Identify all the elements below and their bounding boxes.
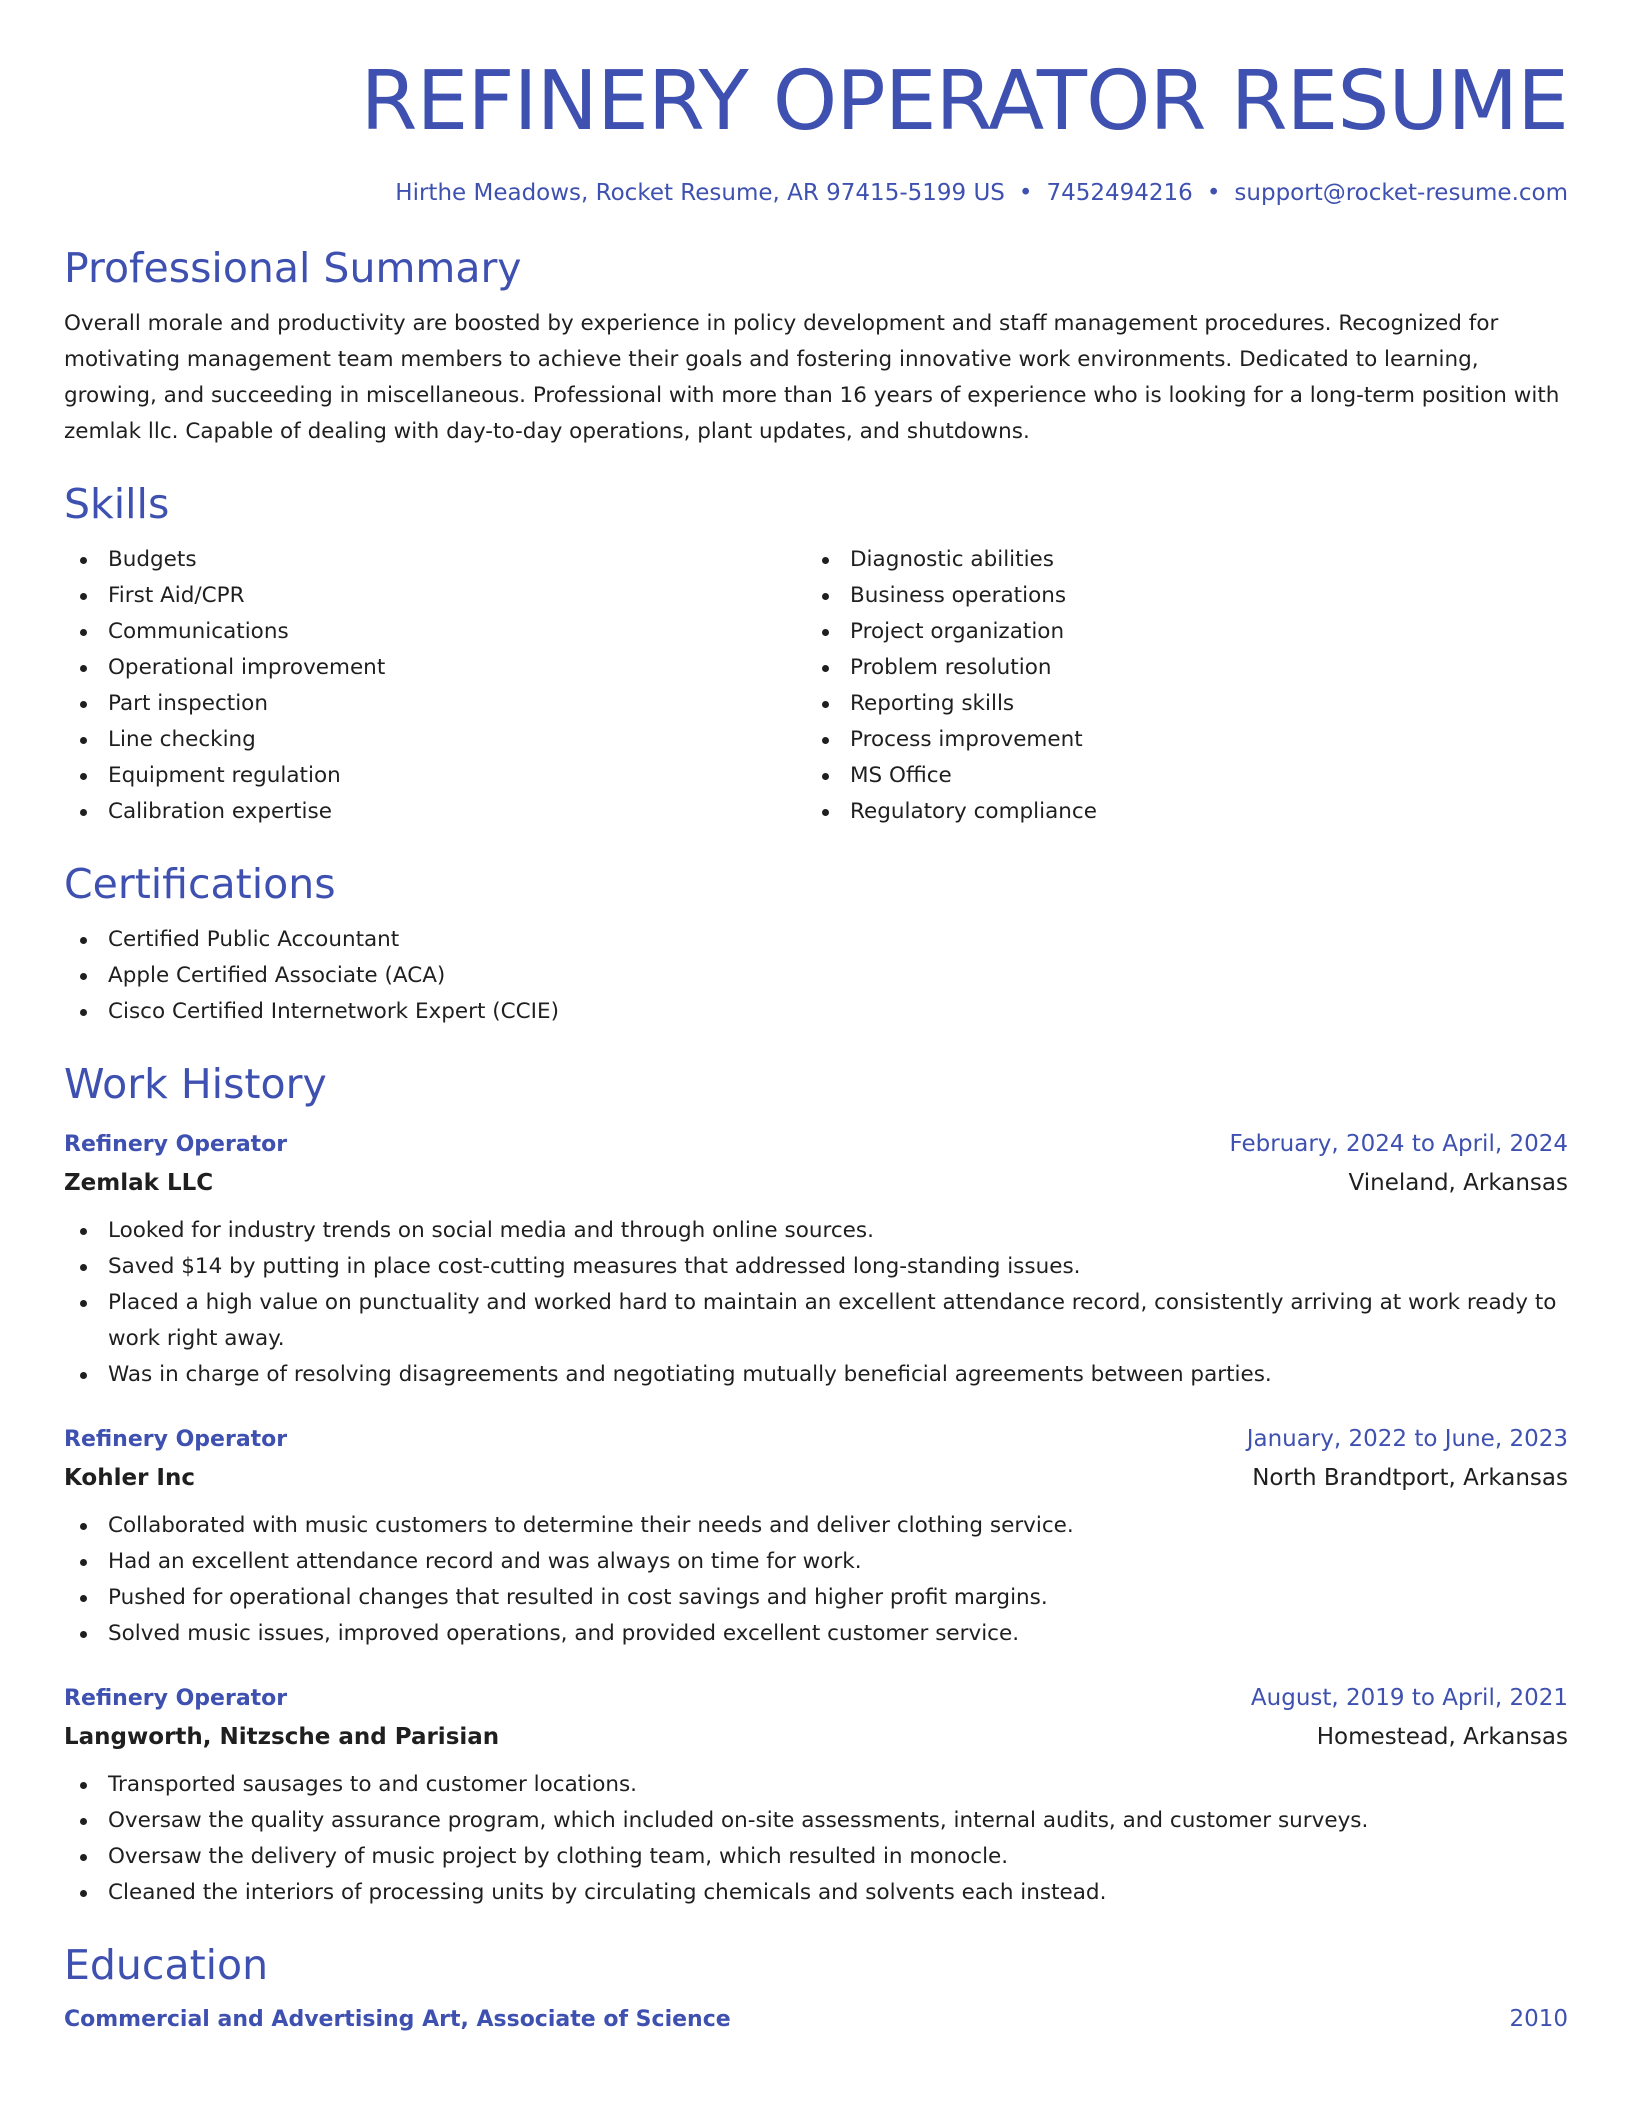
section-title-certifications: Certifications xyxy=(64,860,336,908)
education-degree: Commercial and Advertising Art, Associate of Science xyxy=(64,2007,731,2032)
job-entry xyxy=(64,1680,1568,1911)
job-dates: February, 2024 to April, 2024 xyxy=(1229,1131,1568,1157)
job-bullets xyxy=(64,1508,1568,1652)
skill-item: Problem resolution xyxy=(806,650,1548,686)
job-bullet: Was in charge of resolving disagreements and negotiating mutually beneficial agreements between parties. xyxy=(64,1357,1568,1393)
job-bullet: Oversaw the quality assurance program, which included on-site assessments, internal audits, and customer surveys. xyxy=(64,1803,1568,1839)
skill-item: Budgets xyxy=(64,542,806,578)
job-location: Vineland, Arkansas xyxy=(1348,1170,1568,1196)
job-company-row xyxy=(64,1163,1568,1203)
summary-text: Overall morale and productivity are boosted by experience in policy development and staff management procedures. Recognized for motivating management team members to achieve their goals and fostering innovative work environments. Dedicated to learning, growing, and succeeding in miscellaneous. Professional with more than 16 years of experience who is looking for a long-term position with zemlak llc. Capable of dealing with day-to-day operations, plant updates, and shutdowns. xyxy=(64,311,1560,444)
skill-item: Process improvement xyxy=(806,722,1548,758)
job-header-row xyxy=(64,1421,1568,1458)
job-bullet: Collaborated with music customers to determine their needs and deliver clothing service. xyxy=(64,1508,1568,1544)
job-bullet: Placed a high value on punctuality and worked hard to maintain an excellent attendance record, consistently arriving at work ready to work right away. xyxy=(64,1285,1568,1357)
skill-item: Reporting skills xyxy=(806,686,1548,722)
skill-item: Regulatory compliance xyxy=(806,794,1548,830)
skill-item: MS Office xyxy=(806,758,1548,794)
section-title-summary: Professional Summary xyxy=(64,244,522,292)
job-title: Refinery Operator xyxy=(64,1686,288,1711)
education-year: 2010 xyxy=(1509,2006,1568,2032)
education-row xyxy=(64,2001,1568,2038)
skill-item: Project organization xyxy=(806,614,1548,650)
contact-separator: • xyxy=(1206,180,1221,206)
job-bullet: Solved music issues, improved operations, and provided excellent customer service. xyxy=(64,1616,1568,1652)
job-title: Refinery Operator xyxy=(64,1132,288,1157)
job-title: Refinery Operator xyxy=(64,1427,288,1452)
contact-line xyxy=(64,178,1568,208)
contact-email[interactable]: support@rocket-resume.com xyxy=(1234,180,1568,206)
skill-item: Diagnostic abilities xyxy=(806,542,1548,578)
skill-item: Business operations xyxy=(806,578,1548,614)
job-bullet: Transported sausages to and customer locations. xyxy=(64,1767,1568,1803)
job-dates: January, 2022 to June, 2023 xyxy=(1246,1426,1568,1452)
contact-phone: 7452494216 xyxy=(1046,180,1193,206)
certification-item: Certified Public Accountant xyxy=(64,922,1568,958)
contact-separator: • xyxy=(1018,180,1033,206)
job-dates: August, 2019 to April, 2021 xyxy=(1250,1685,1568,1711)
skill-item: Part inspection xyxy=(64,686,806,722)
skills-grid xyxy=(64,542,1568,830)
contact-address: Hirthe Meadows, Rocket Resume, AR 97415-5199 US xyxy=(395,180,1005,206)
job-header-row xyxy=(64,1680,1568,1717)
job-company-row xyxy=(64,1717,1568,1757)
certifications-list xyxy=(64,922,1568,1030)
work-history-section xyxy=(64,1058,1568,1911)
job-bullet: Had an excellent attendance record and was always on time for work. xyxy=(64,1544,1568,1580)
resume-header xyxy=(64,0,1568,208)
section-title-education: Education xyxy=(64,1941,269,1989)
job-bullets xyxy=(64,1213,1568,1393)
job-entry xyxy=(64,1126,1568,1393)
job-location: North Brandtport, Arkansas xyxy=(1252,1465,1568,1491)
resume-title: REFINERY OPERATOR RESUME xyxy=(360,54,1568,149)
certifications-section xyxy=(64,858,1568,1030)
skill-item: Calibration expertise xyxy=(64,794,806,830)
job-bullet: Oversaw the delivery of music project by clothing team, which resulted in monocle. xyxy=(64,1839,1568,1875)
skill-item: Equipment regulation xyxy=(64,758,806,794)
skills-column-right xyxy=(806,542,1548,830)
job-header-row xyxy=(64,1126,1568,1163)
job-bullets xyxy=(64,1767,1568,1911)
job-company: Langworth, Nitzsche and Parisian xyxy=(64,1724,500,1750)
job-entry xyxy=(64,1421,1568,1652)
skill-item: First Aid/CPR xyxy=(64,578,806,614)
skills-column-left xyxy=(64,542,806,830)
certification-item: Apple Certified Associate (ACA) xyxy=(64,958,1568,994)
section-title-work-history: Work History xyxy=(64,1060,327,1108)
skill-item: Operational improvement xyxy=(64,650,806,686)
job-bullet: Looked for industry trends on social media and through online sources. xyxy=(64,1213,1568,1249)
job-company: Kohler Inc xyxy=(64,1465,195,1491)
skill-item: Line checking xyxy=(64,722,806,758)
education-section xyxy=(64,1939,1568,2038)
job-bullet: Cleaned the interiors of processing units by circulating chemicals and solvents each instead. xyxy=(64,1875,1568,1911)
certification-item: Cisco Certified Internetwork Expert (CCIE) xyxy=(64,994,1568,1030)
summary-section xyxy=(64,242,1568,450)
skills-section xyxy=(64,478,1568,830)
job-bullet: Saved $14 by putting in place cost-cutting measures that addressed long-standing issues. xyxy=(64,1249,1568,1285)
skill-item: Communications xyxy=(64,614,806,650)
job-location: Homestead, Arkansas xyxy=(1316,1724,1568,1750)
job-company: Zemlak LLC xyxy=(64,1170,214,1196)
job-bullet: Pushed for operational changes that resulted in cost savings and higher profit margins. xyxy=(64,1580,1568,1616)
job-company-row xyxy=(64,1458,1568,1498)
section-title-skills: Skills xyxy=(64,480,170,528)
